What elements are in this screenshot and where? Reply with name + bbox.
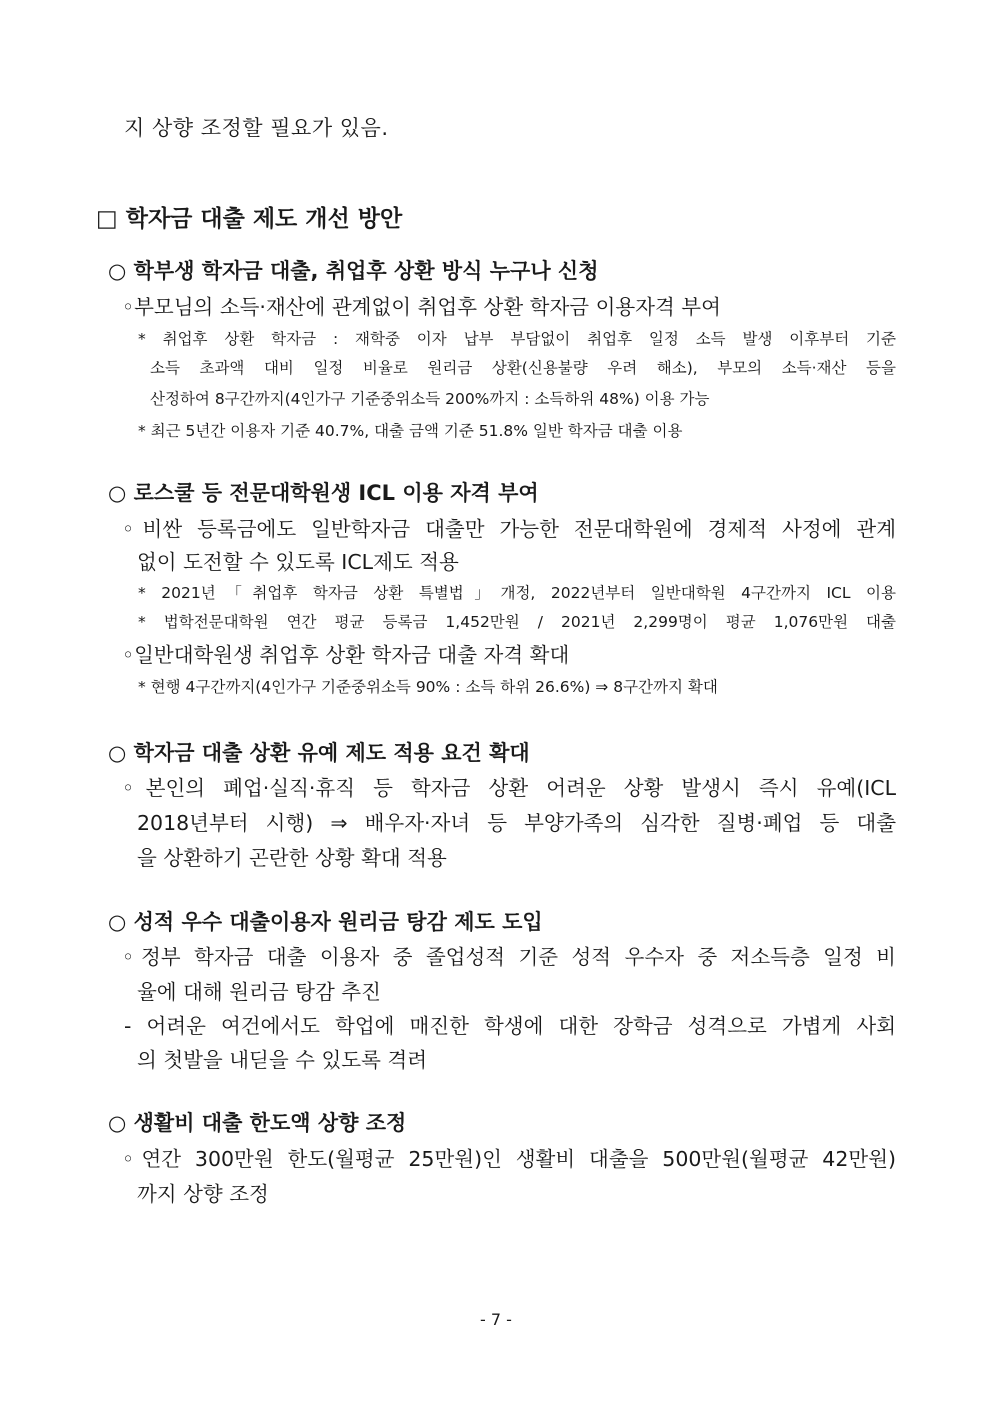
note-text: * 취업후 상환 학자금 : 재학중 이자 납부 부담없이 취업후 일정 소득 발생 이후부터 기준 <box>138 330 896 348</box>
dash-text: 의 첫발을 내딛을 수 있도록 격려 <box>137 1048 428 1072</box>
note-text: * 현행 4구간까지(4인가구 기준중위소득 90% : 소득 하위 26.6%) ⇒ 8구간까지 확대 <box>138 678 718 696</box>
page-number: - 7 - <box>480 1310 512 1329</box>
bullet-text: 율에 대해 원리금 탕감 추진 <box>137 980 381 1004</box>
dash-text: - 어려운 여건에서도 학업에 매진한 학생에 대한 장학금 성격으로 가볍게 사회 <box>124 1014 896 1038</box>
bullet-text: 까지 상향 조정 <box>137 1182 269 1206</box>
item-heading-3: ○ 학자금 대출 상환 유예 제도 적용 요건 확대 <box>108 741 530 765</box>
bullet-text: ◦일반대학원생 취업후 상환 학자금 대출 자격 확대 <box>122 643 570 667</box>
bullet-text: 없이 도전할 수 있도록 ICL제도 적용 <box>137 550 459 574</box>
note-text: * 2021년「취업후 학자금 상환 특별법」개정, 2022년부터 일반대학원 4구간까지 ICL 이용 <box>138 584 896 602</box>
section-title: □ 학자금 대출 제도 개선 방안 <box>96 206 403 232</box>
item-heading-2: ○ 로스쿨 등 전문대학원생 ICL 이용 자격 부여 <box>108 481 539 505</box>
item-heading-4: ○ 성적 우수 대출이용자 원리금 탕감 제도 도입 <box>108 910 543 934</box>
note-text: * 법학전문대학원 연간 평균 등록금 1,452만원 / 2021년 2,299명이 평균 1,076만원 대출 <box>138 613 896 631</box>
item-heading-5: ○ 생활비 대출 한도액 상향 조정 <box>108 1111 407 1135</box>
bullet-text: ◦연간 300만원 한도(월평균 25만원)인 생활비 대출을 500만원(월평균 42만원) <box>122 1147 896 1171</box>
bullet-text: ◦본인의 폐업·실직·휴직 등 학자금 상환 어려운 상황 발생시 즉시 유예(ICL <box>122 776 896 800</box>
continuation-text: 지 상향 조정할 필요가 있음. <box>124 116 389 140</box>
bullet-text: ◦부모님의 소득·재산에 관계없이 취업후 상환 학자금 이용자격 부여 <box>122 295 721 319</box>
note-text: 소득 초과액 대비 일정 비율로 원리금 상환(신용불량 우려 해소), 부모의 소득·재산 등을 <box>150 359 896 377</box>
bullet-text: ◦정부 학자금 대출 이용자 중 졸업성적 기준 성적 우수자 중 저소득층 일정 비 <box>122 945 896 969</box>
note-text: * 최근 5년간 이용자 기준 40.7%, 대출 금액 기준 51.8% 일반 학자금 대출 이용 <box>138 422 683 440</box>
item-heading-1: ○ 학부생 학자금 대출, 취업후 상환 방식 누구나 신청 <box>108 259 599 283</box>
bullet-text: 을 상환하기 곤란한 상황 확대 적용 <box>137 846 447 870</box>
note-text: 산정하여 8구간까지(4인가구 기준중위소득 200%까지 : 소득하위 48%) 이용 가능 <box>150 390 710 408</box>
bullet-text: ◦비싼 등록금에도 일반학자금 대출만 가능한 전문대학원에 경제적 사정에 관계 <box>122 517 896 541</box>
bullet-text: 2018년부터 시행) ⇒ 배우자·자녀 등 부양가족의 심각한 질병·폐업 등 대출 <box>137 811 896 835</box>
